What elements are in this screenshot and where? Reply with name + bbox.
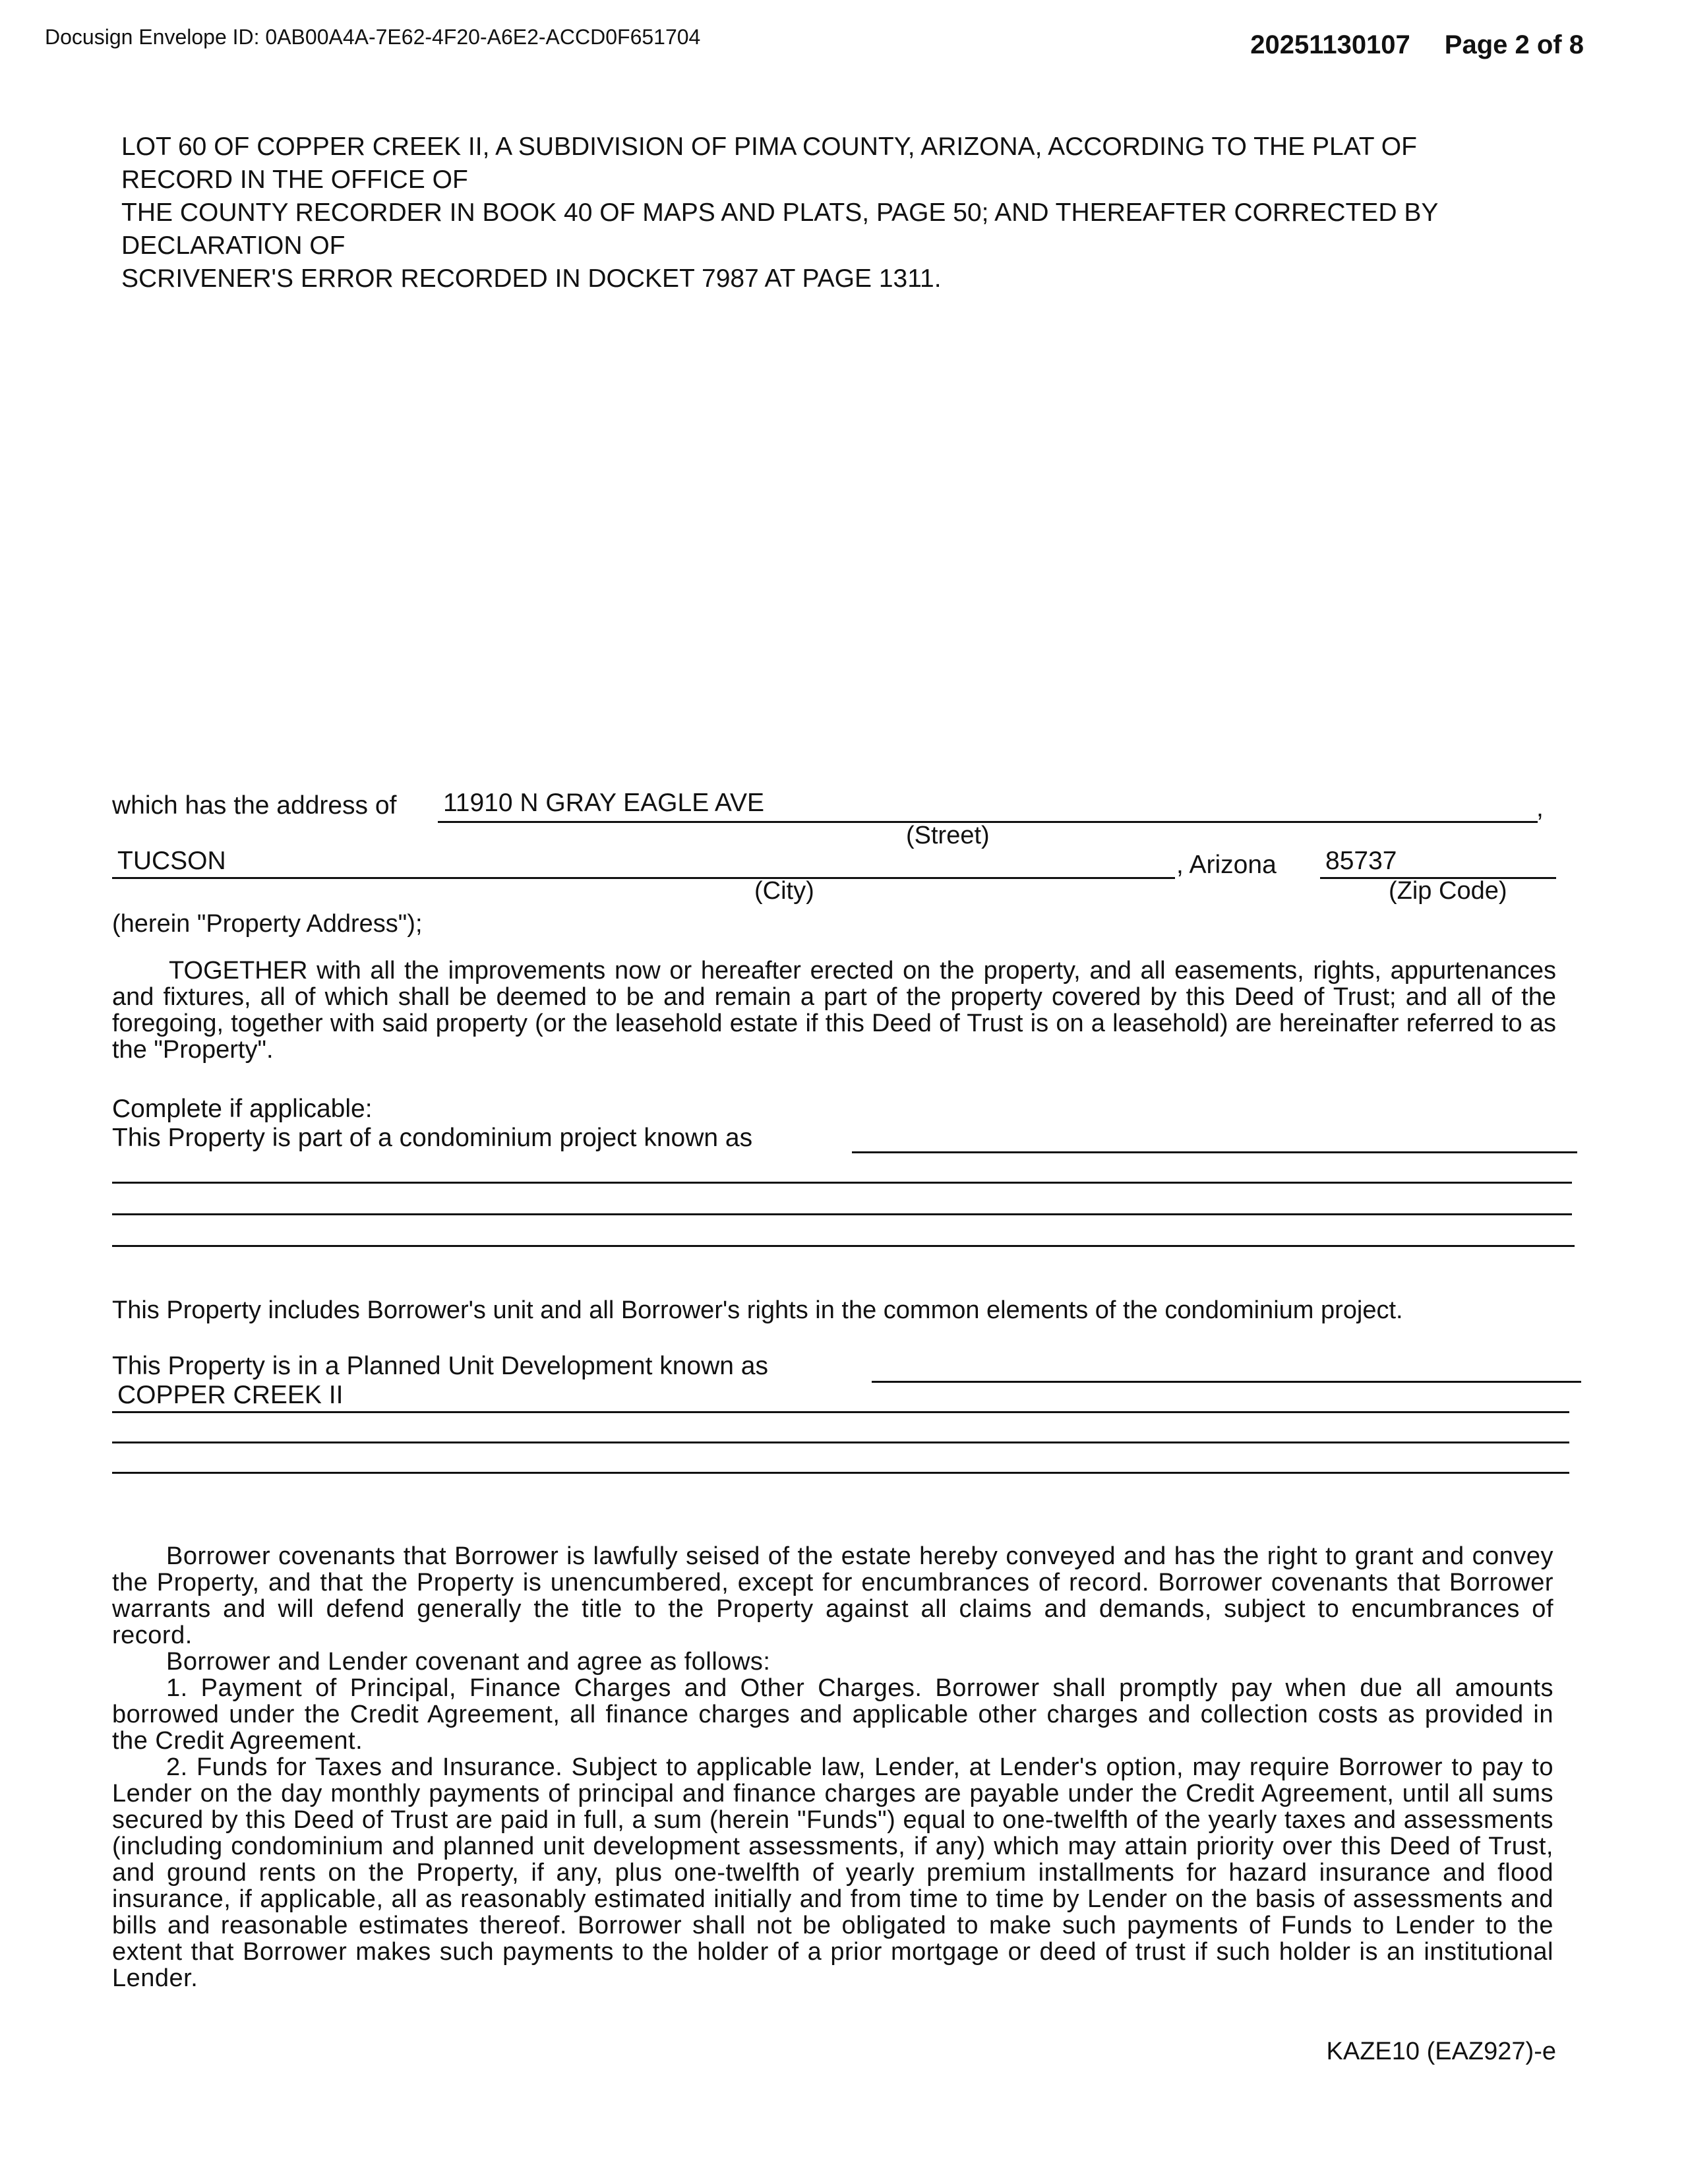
legal-description (121, 131, 1605, 295)
pud-line (872, 1381, 1581, 1383)
zip-value: 85737 (1325, 847, 1397, 875)
condo-blank-line (112, 1213, 1572, 1215)
pud-name: COPPER CREEK II (117, 1381, 344, 1409)
document-number: 20251130107 (1250, 30, 1410, 59)
legal-line: RECORD IN THE OFFICE OF (121, 166, 468, 194)
street-comma: , (1536, 794, 1544, 822)
condo-blank-line (112, 1182, 1572, 1184)
together-paragraph: TOGETHER with all the improvements now or hereafter erected on the property, and all easements, rights, appurtenances and fixtures, all of which shall be deemed to be and remain a part of the property covered by this Deed of Trust; and all of the foregoing, together with said property (or the leasehold estate if this Deed of Trust is on a leasehold) are hereinafter referred to as the "Property". (112, 957, 1556, 1064)
covenant-paragraph: Borrower covenants that Borrower is lawfully seised of the estate hereby conveyed and has the right to grant and convey the Property, and that the Property is unencumbered, except for encumbrances of record. Borrower covenants that Borrower warrants and will defend generally the title to the Property against all claims and demands, subject to encumbrances of record. (112, 1542, 1553, 1649)
condo-blank-line (112, 1245, 1575, 1247)
state-label: , Arizona (1176, 851, 1277, 879)
complete-if-applicable: Complete if applicable: (112, 1095, 373, 1123)
legal-line: DECLARATION OF (121, 231, 346, 260)
pud-blank-line (112, 1472, 1569, 1474)
covenant-item-1: 1. Payment of Principal, Finance Charges and Other Charges. Borrower shall promptly pay when due all amounts borrowed under the Credit Agreement, all finance charges and applicable other charges and collection costs as provided in the Credit Agreement. (112, 1674, 1553, 1755)
zip-label: (Zip Code) (1389, 877, 1507, 905)
city-label: (City) (754, 877, 814, 905)
envelope-id: Docusign Envelope ID: 0AB00A4A-7E62-4F20-A6E2-ACCD0F651704 (45, 25, 701, 49)
page-header (1250, 30, 1584, 60)
street-label: (Street) (906, 822, 990, 849)
city-line (112, 877, 1175, 879)
condo-label: This Property is part of a condominium project known as (112, 1124, 753, 1152)
address-intro: which has the address of (112, 791, 397, 820)
covenant-item-2: 2. Funds for Taxes and Insurance. Subject to applicable law, Lender, at Lender's option, may require Borrower to pay to Lender on the day monthly payments of principal and finance charges are payable under the Credit Agreement, until all sums secured by this Deed of Trust are paid in full, a sum (herein "Funds") equal to one-twelfth of the yearly taxes and assessments (including condominium and planned unit development assessments, if any) which may attain priority over this Deed of Trust, and ground rents on the Property, if any, plus one-twelfth of yearly premium installments for hazard insurance and flood insurance, if applicable, all as reasonably estimated initially and from time to time by Lender on the basis of assessments and bills and reasonable estimates thereof. Borrower shall not be obligated to make such payments of Funds to Lender to the extent that Borrower makes such payments to the holder of a prior mortgage or deed of trust if such holder is an institutional Lender. (112, 1753, 1553, 1992)
form-code: KAZE10 (EAZ927)-e (1326, 2038, 1556, 2065)
legal-line: LOT 60 OF COPPER CREEK II, A SUBDIVISION OF PIMA COUNTY, ARIZONA, ACCORDING TO THE PLAT OF (121, 133, 1417, 161)
page-number: Page 2 of 8 (1444, 30, 1584, 59)
pud-name-line (112, 1411, 1569, 1413)
legal-line: SCRIVENER'S ERROR RECORDED IN DOCKET 7987 AT PAGE 1311. (121, 264, 942, 293)
pud-label: This Property is in a Planned Unit Development known as (112, 1352, 768, 1380)
covenant-agree: Borrower and Lender covenant and agree as follows: (166, 1648, 771, 1676)
property-address-note: (herein "Property Address"); (112, 910, 423, 938)
condo-line (852, 1151, 1577, 1153)
city-value: TUCSON (117, 847, 226, 875)
pud-blank-line (112, 1441, 1569, 1443)
condo-unit-text: This Property includes Borrower's unit and all Borrower's rights in the common elements of the condominium project. (112, 1296, 1403, 1324)
legal-line: THE COUNTY RECORDER IN BOOK 40 OF MAPS AND PLATS, PAGE 50; AND THEREAFTER CORRECTED BY (121, 198, 1439, 227)
street-value: 11910 N GRAY EAGLE AVE (443, 789, 765, 817)
